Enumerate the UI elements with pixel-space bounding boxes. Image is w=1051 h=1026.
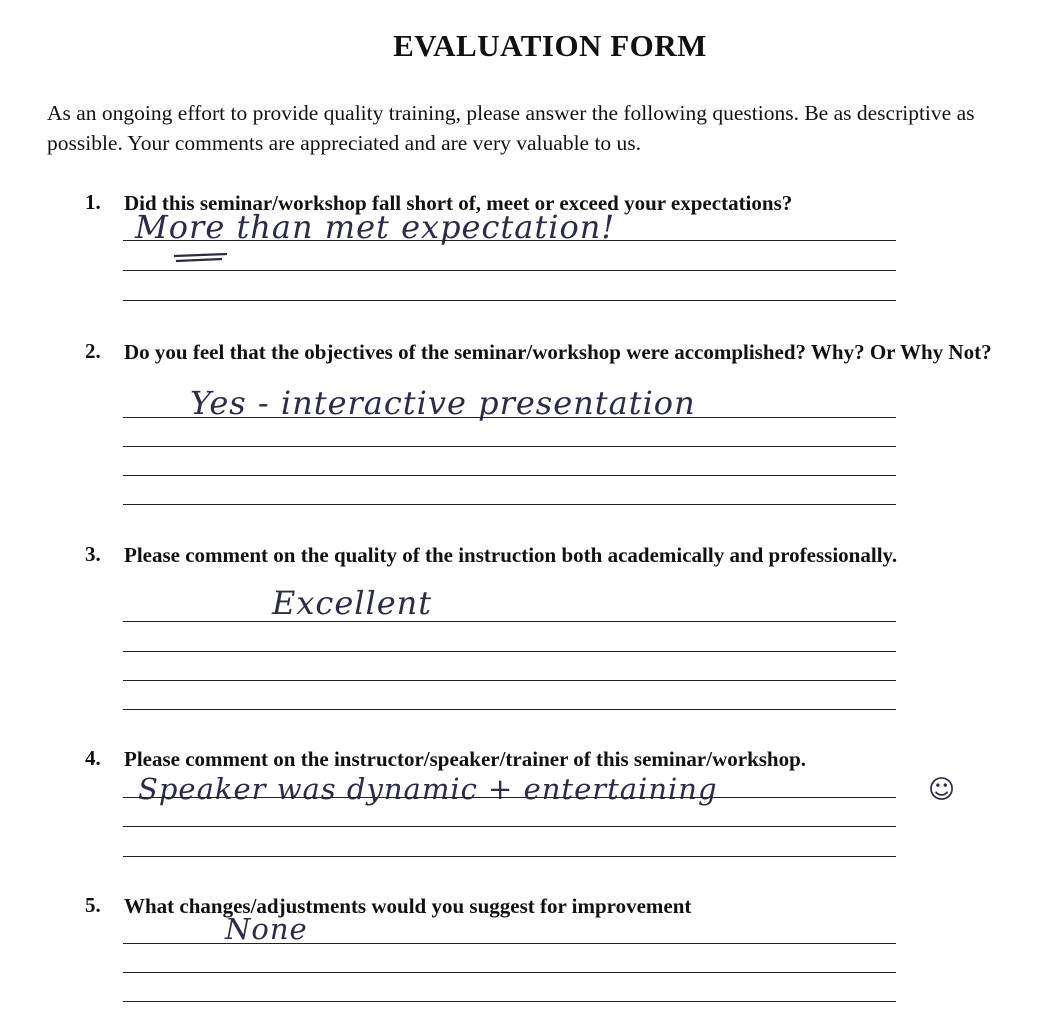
smiley-icon: ☺ — [928, 775, 956, 805]
answer-line — [123, 270, 896, 271]
answer-line — [123, 651, 896, 652]
answer-line — [123, 621, 896, 622]
question-number: 1. — [85, 190, 101, 214]
handwritten-answer: Yes - interactive presentation — [190, 384, 696, 422]
question-text: Did this seminar/workshop fall short of, meet or exceed your expectations? — [124, 191, 793, 215]
question-text: Please comment on the instructor/speaker/trainer of this seminar/workshop. — [124, 747, 807, 771]
underline-mark — [172, 252, 232, 264]
question-text: Do you feel that the objectives of the seminar/workshop were accomplished? Why? Or Why Not? — [124, 340, 992, 364]
handwritten-answer: Excellent — [272, 584, 433, 622]
page-title: EVALUATION FORM — [393, 28, 707, 63]
question-number: 2. — [85, 339, 101, 363]
answer-line — [123, 1001, 896, 1002]
answer-line — [123, 856, 896, 857]
handwritten-answer: More than met expectation! — [135, 208, 616, 246]
answer-line — [123, 797, 896, 798]
answer-line — [123, 240, 896, 241]
question-text: What changes/adjustments would you suggest for improvement — [124, 894, 692, 918]
answer-line — [123, 680, 896, 681]
handwritten-answer: Speaker was dynamic + entertaining — [138, 772, 718, 806]
question-text: Please comment on the quality of the instruction both academically and professionally. — [124, 543, 898, 567]
answer-line — [123, 417, 896, 418]
answer-line — [123, 826, 896, 827]
answer-line — [123, 475, 896, 476]
question-number: 3. — [85, 542, 101, 566]
answer-line — [123, 504, 896, 505]
answer-line — [123, 709, 896, 710]
question-number: 5. — [85, 893, 101, 917]
answer-line — [123, 446, 896, 447]
question-number: 4. — [85, 746, 101, 770]
form-intro: As an ongoing effort to provide quality training, please answer the following questions. Be as descriptive as possible. Your comments are appreciated and are very valuable to us. — [47, 101, 975, 155]
answer-line — [123, 972, 896, 973]
answer-line — [123, 300, 896, 301]
answer-line — [123, 943, 896, 944]
handwritten-answer: None — [225, 912, 308, 946]
